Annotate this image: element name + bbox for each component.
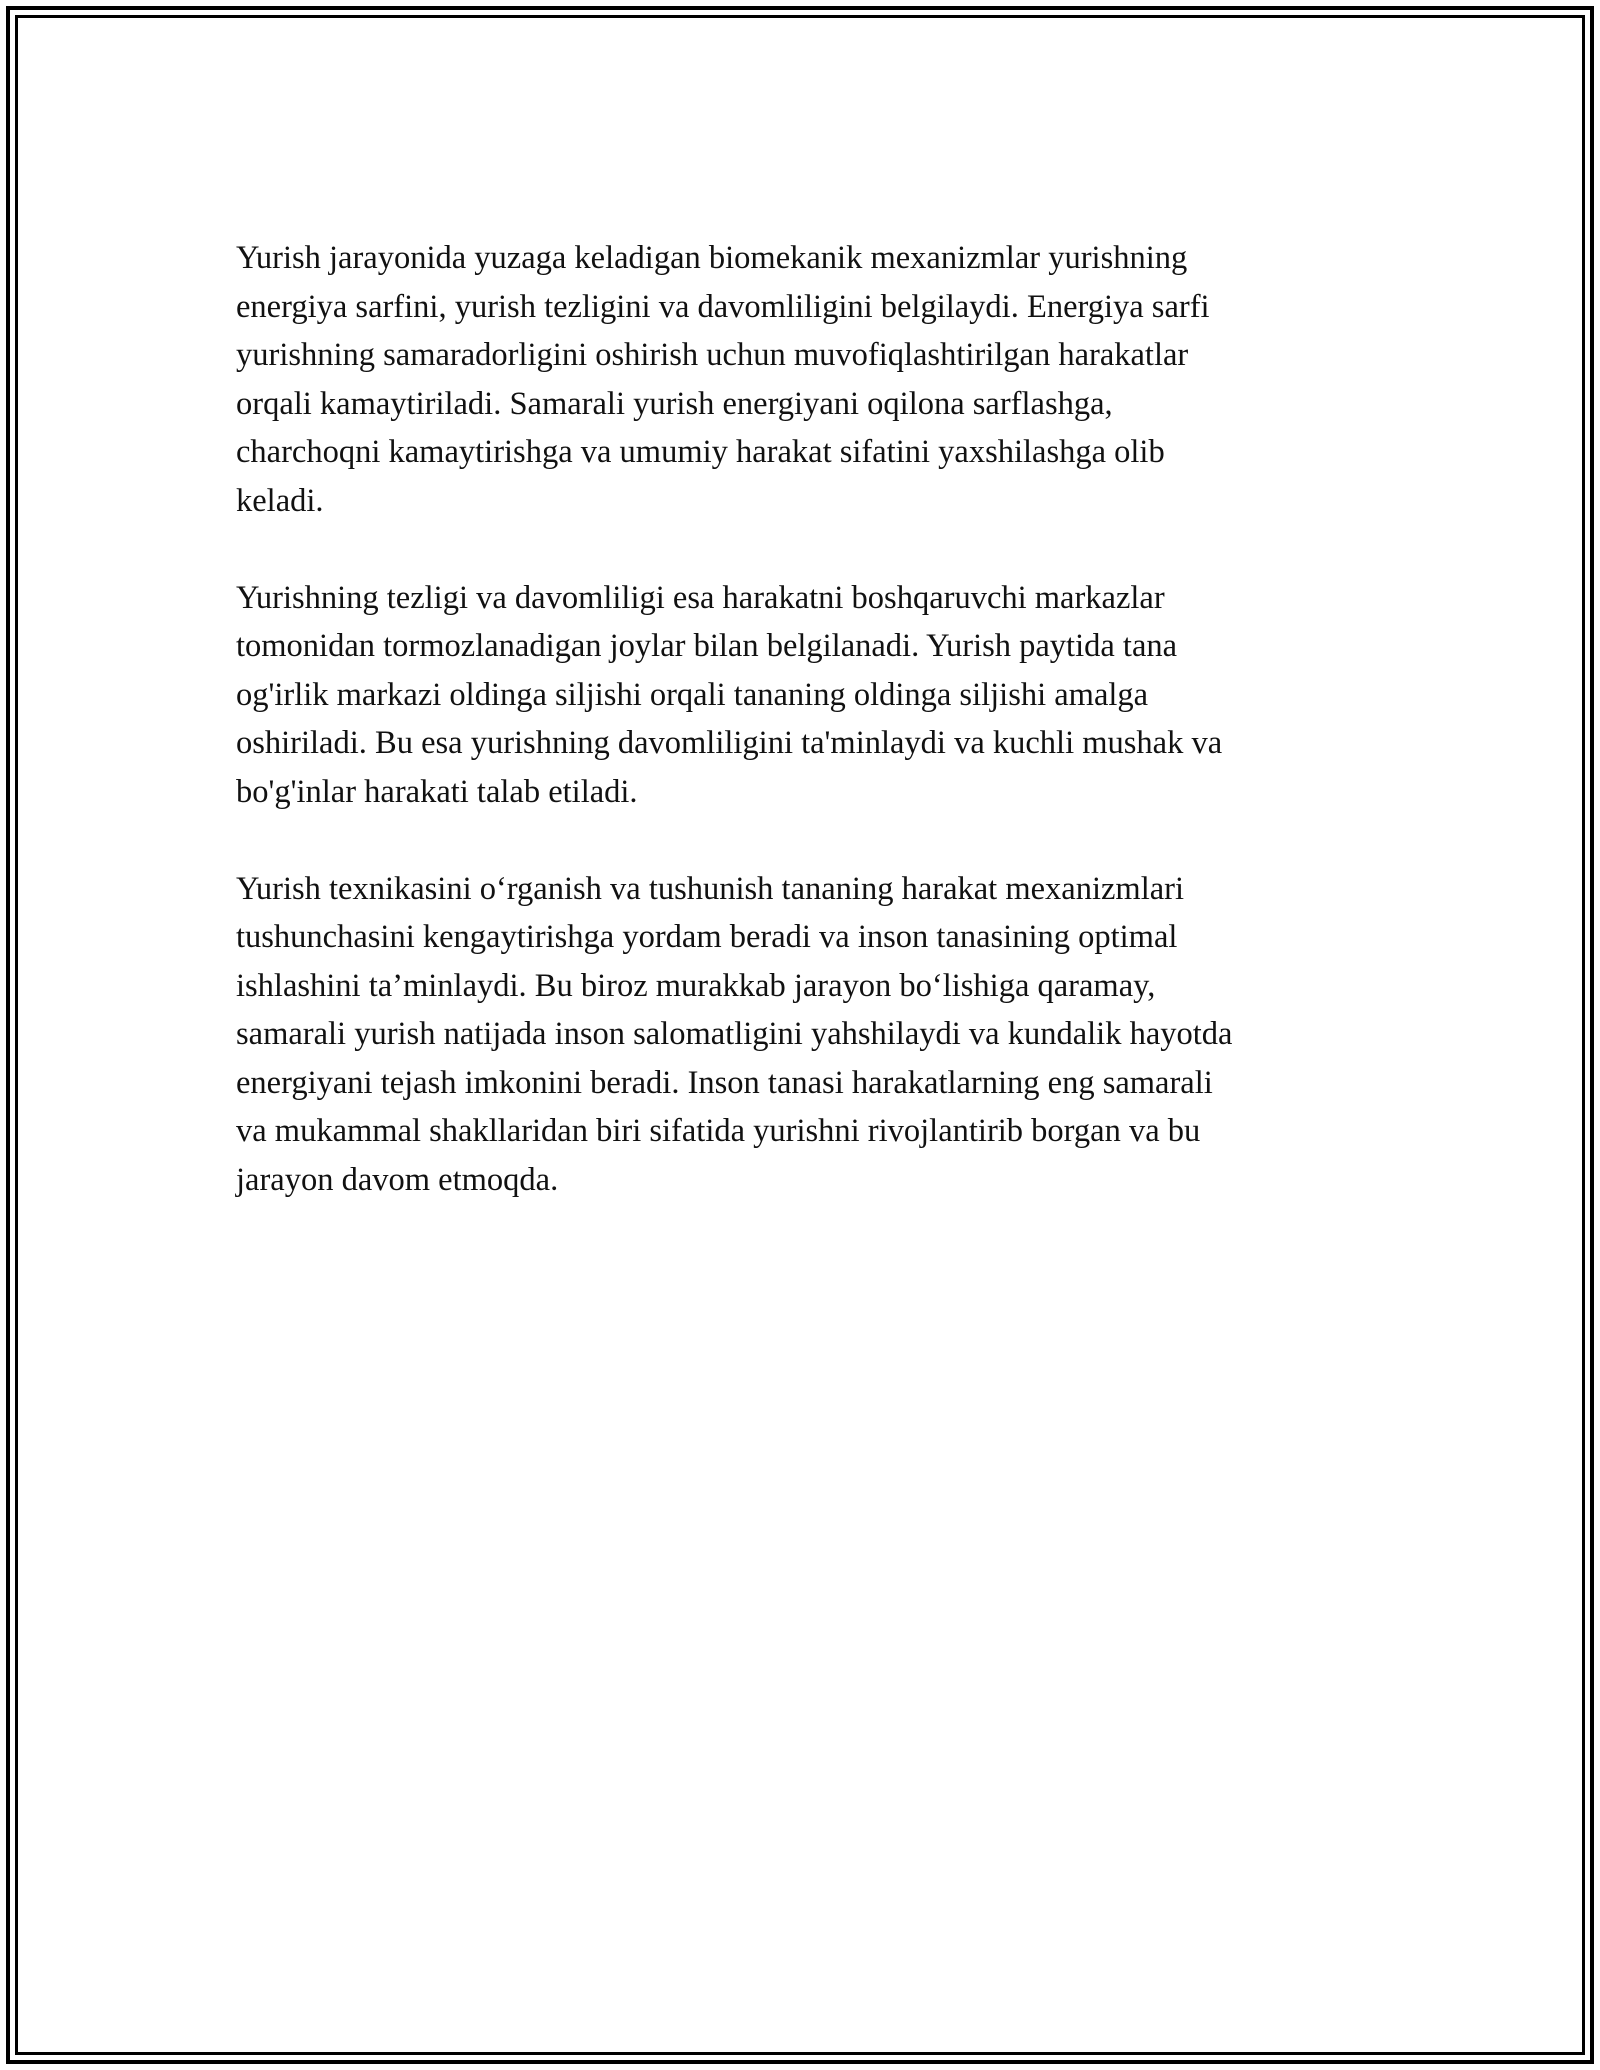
paragraph-1: Yurish jarayonida yuzaga keladigan biomekanik mexanizmlar yurishning energiya sarfini, yurish tezligini va davomliligini belgilaydi. Energiya sarfi yurishning samaradorligini oshirish uchun muvofiqlashtirilgan harakatlar orqali kamaytiriladi. Samarali yurish energiyani oqilona sarflashga, charchoqni kamaytirishga va umumiy harakat sifatini yaxshilashga olib keladi. [236,240,1210,519]
document-body [236,234,1366,1253]
paragraph-2: Yurishning tezligi va davomliligi esa harakatni boshqaruvchi markazlar tomonidan tormozlanadigan joylar bilan belgilanadi. Yurish paytida tana og'irlik markazi oldinga siljishi orqali tananing oldinga siljishi amalga oshiriladi. Bu esa yurishning davomliligini ta'minlaydi va kuchli mushak va bo'g'inlar harakati talab etiladi. [236,579,1223,810]
paragraph-3: Yurish texnikasini o‘rganish va tushunish tananing harakat mexanizmlari tushunchasini kengaytirishga yordam beradi va inson tanasining optimal ishlashini ta’minlaydi. Bu biroz murakkab jarayon bo‘lishiga qaramay, samarali yurish natijada inson salomatligini yahshilaydi va kundalik hayotda energiyani tejash imkonini beradi. Inson tanasi harakatlarning eng samarali va mukammal shakllaridan biri sifatida yurishni rivojlantirib borgan va bu jarayon davom etmoqda. [236,870,1233,1198]
